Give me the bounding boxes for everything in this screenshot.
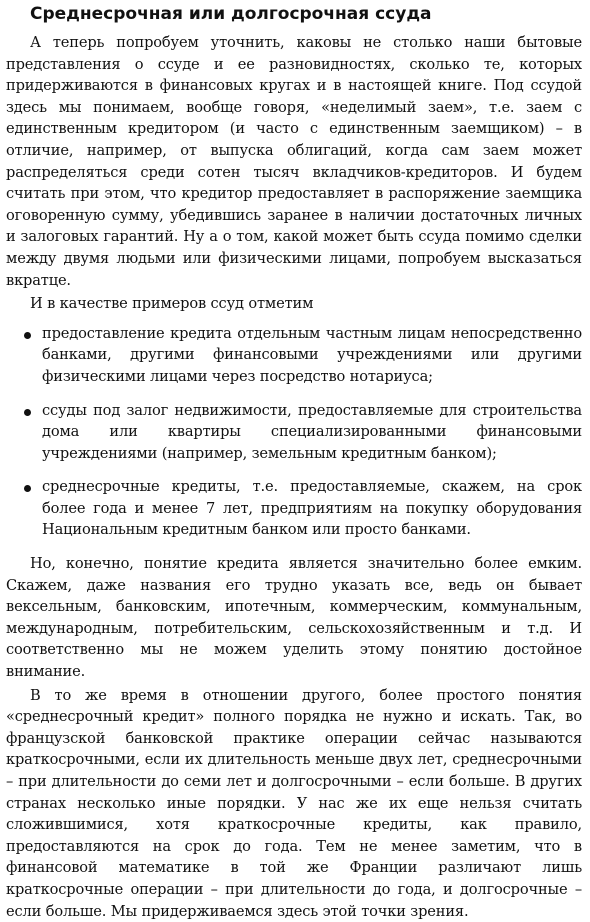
bullet-icon <box>24 485 31 492</box>
bullet-icon <box>24 332 31 339</box>
examples-intro: И в качестве примеров ссуд отметим <box>30 295 314 313</box>
intro-paragraph: А теперь попробуем уточнить, каковы не столько наши бытовые представления о ссуде и ее разновидностях, сколько те, которых придерживаются в финансовых кругах и в настоящей книге. Под ссудой здесь мы понимаем, вообще говоря, «неделимый заем», т.е. заем с единственным кредитором (и часто с единственным заемщиком) – в отличие, например, от выпуска облигаций, когда сам заем может распределяться среди сотен тысяч вкладчиков-кредиторов. И будем считать при этом, что кредитор предоставляет в распоряжение заемщика оговоренную сумму, убедившись заранее в наличии достаточных личных и залоговых гарантий. Ну а о том, какой может быть ссуда помимо сделки между двумя людьми или физическими лицами, попробуем высказаться вкратце. <box>6 34 582 289</box>
bullet-icon <box>24 409 31 416</box>
medium-term-credit-paragraph: В то же время в отношении другого, более простого понятия «среднесрочный кредит» полного порядка не нужно и искать. Так, во французской банковской практике операции сейчас называются краткосрочными, если их длительность меньше двух лет, среднесрочными – при длительности до семи лет и долгосрочными – если больше. В других странах несколько иные порядки. У нас же их еще нельзя считать сложившимися, хотя краткосрочные кредиты, как правило, предоставляются на срок до года. Тем не менее заметим, что в финансовой математике в той же Франции различают лишь краткосрочные операции – при длительности до года, и долгосрочные – если больше. Мы придерживаемся здесь этой точки зрения. <box>6 686 582 920</box>
list-item <box>6 400 582 465</box>
list-item <box>6 476 582 541</box>
list-item-text: ссуды под залог недвижимости, предоставляемые для строительства дома или квартиры специализированными финансовыми учреждениями (например, земельным кредитным банком); <box>42 401 582 462</box>
list-item-text: среднесрочные кредиты, т.е. предоставляемые, скажем, на срок более года и менее 7 лет, предприятиям на покупку оборудования Национальным кредитным банком или просто банками. <box>42 478 582 539</box>
credit-concept-paragraph: Но, конечно, понятие кредита является значительно более емким. Скажем, даже названия его трудно указать все, ведь он бывает вексельным, банковским, ипотечным, коммерческим, коммунальным, международным, потребительским, сельскохозяйственным и т.д. И соответственно мы не можем уделить этому понятию достойное внимание. <box>6 555 582 681</box>
section-title: Среднесрочная или долгосрочная ссуда <box>30 4 432 24</box>
list-item <box>6 323 582 388</box>
list-item-text: предоставление кредита отдельным частным лицам непосредственно банками, другими финансовыми учреждениями или другими физическими лицами через посредство нотариуса; <box>42 324 582 385</box>
examples-list <box>6 323 582 541</box>
